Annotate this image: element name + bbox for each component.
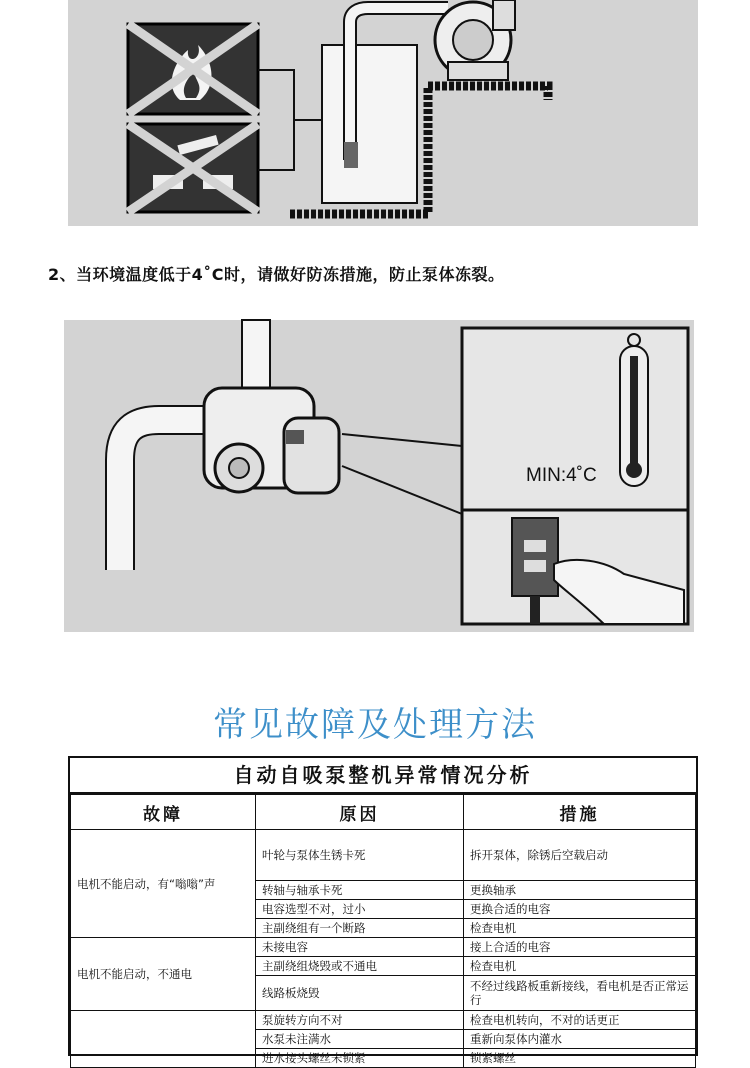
warning-illustration <box>68 0 698 226</box>
fault-grid <box>70 794 696 1068</box>
measure-cell: 拆开泵体，除锈后空载启动 <box>464 830 696 881</box>
section-title: 常见故障及处理方法 <box>213 705 537 745</box>
fault-table <box>68 756 698 1065</box>
pump-icon <box>435 0 515 80</box>
cause-cell: 线路板烧毁 <box>256 976 464 1011</box>
measure-cell: 锁紧螺丝 <box>464 1049 696 1068</box>
fault-cell <box>71 1011 256 1068</box>
min-temp-label: MIN:4˚C <box>526 465 597 486</box>
no-fire-icon <box>128 24 258 114</box>
table-title: 自动自吸泵整机异常情况分析 <box>70 758 696 794</box>
pump-icon <box>204 388 339 493</box>
table-row <box>71 1011 696 1030</box>
cause-cell: 未接电容 <box>256 938 464 957</box>
header-fault: 故障 <box>71 795 256 830</box>
measure-cell: 重新向泵体内灌水 <box>464 1030 696 1049</box>
header-row <box>71 795 696 830</box>
fault-cell: 电机不能启动，有“嗡嗡”声 <box>71 830 256 938</box>
frost-protection-note: 2、当环境温度低于4˚C时，请做好防冻措施，防止泵体冻裂。 <box>48 265 505 284</box>
measure-cell: 检查电机 <box>464 957 696 976</box>
header-measure: 措施 <box>464 795 696 830</box>
cause-cell: 转轴与轴承卡死 <box>256 881 464 900</box>
cause-cell: 泵旋转方向不对 <box>256 1011 464 1030</box>
cause-cell: 叶轮与泵体生锈卡死 <box>256 830 464 881</box>
cause-cell: 电容选型不对，过小 <box>256 900 464 919</box>
measure-cell: 不经过线路板重新接线，看电机是否正常运行 <box>464 976 696 1011</box>
no-splash-icon <box>128 124 258 212</box>
measure-cell: 检查电机转向，不对的话更正 <box>464 1011 696 1030</box>
fault-cell: 电机不能启动，不通电 <box>71 938 256 1011</box>
cause-cell: 主副绕组有一个断路 <box>256 919 464 938</box>
cause-cell: 进水接头螺丝未锁紧 <box>256 1049 464 1068</box>
measure-cell: 接上合适的电容 <box>464 938 696 957</box>
thermometer-icon <box>620 334 648 486</box>
table-row <box>71 830 696 881</box>
frost-illustration <box>64 320 694 632</box>
frost-illustration-panel <box>64 320 694 632</box>
measure-cell: 检查电机 <box>464 919 696 938</box>
cause-cell: 主副绕组烧毁或不通电 <box>256 957 464 976</box>
top-illustration-panel <box>68 0 698 226</box>
table-row <box>71 938 696 957</box>
header-cause: 原因 <box>256 795 464 830</box>
measure-cell: 更换合适的电容 <box>464 900 696 919</box>
measure-cell: 更换轴承 <box>464 881 696 900</box>
cause-cell: 水泵未注满水 <box>256 1030 464 1049</box>
